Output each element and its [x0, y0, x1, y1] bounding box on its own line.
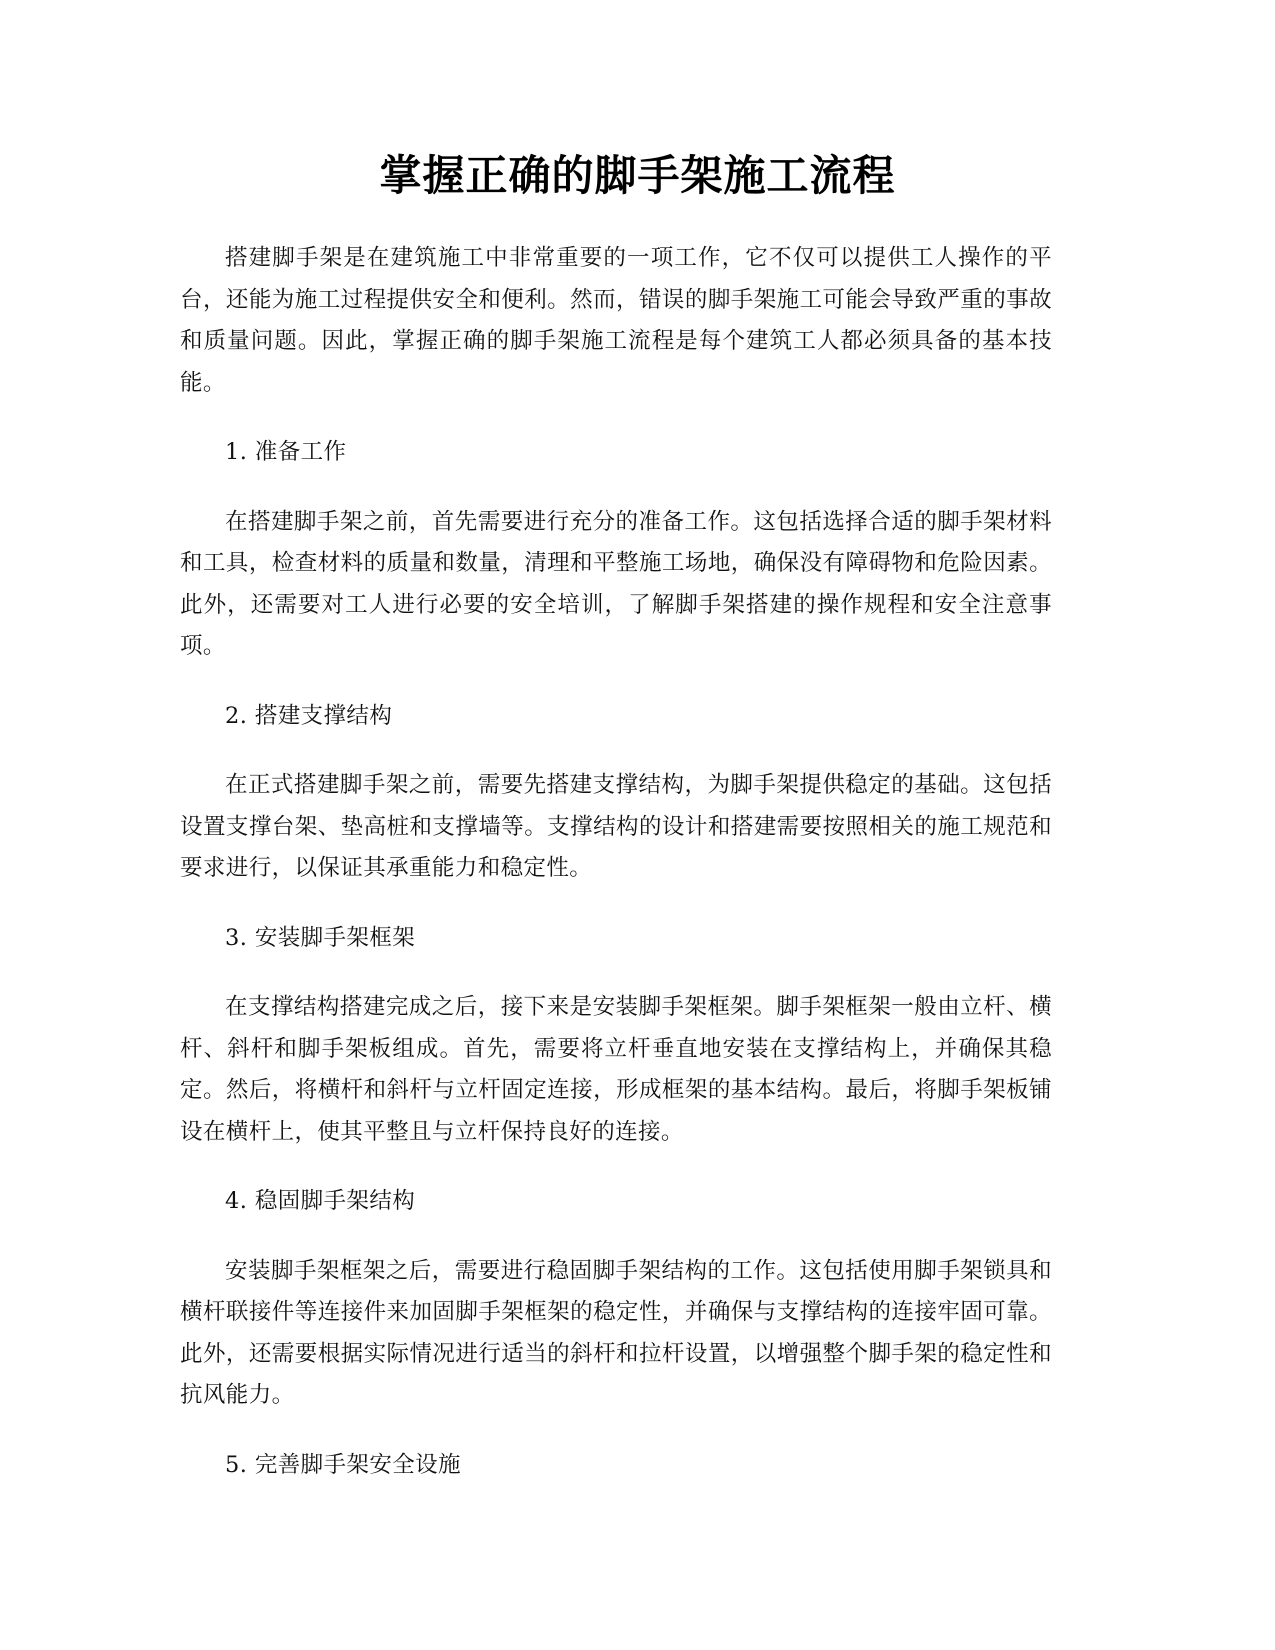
document-title: 掌握正确的脚手架施工流程 [379, 151, 896, 200]
document-body [180, 238, 1052, 1514]
section-heading-2: 2. 搭建支撑结构 [225, 702, 393, 729]
section-heading-5: 5. 完善脚手架安全设施 [225, 1451, 461, 1478]
section-heading-4: 4. 稳固脚手架结构 [225, 1188, 416, 1214]
intro-paragraph: 搭建脚手架是在建筑施工中非常重要的一项工作，它不仅可以提供工人操作的平台，还能为施工过程提供安全和便利。然而，错误的脚手架施工可能会导致严重的事故和质量问题。因此，掌握正确的脚手架施工流程是每个建筑工人都必须具备的基本技能。 [180, 245, 1052, 396]
section-body-3: 在支撑结构搭建完成之后，接下来是安装脚手架框架。脚手架框架一般由立杆、横杆、斜杆和脚手架板组成。首先，需要将立杆垂直地安装在支撑结构上，并确保其稳定。然后，将横杆和斜杆与立杆固定连接，形成框架的基本结构。最后，将脚手架板铺设在横杆上，使其平整且与立杆保持良好的连接。 [180, 994, 1052, 1145]
section-heading-3: 3. 安装脚手架框架 [225, 924, 416, 951]
section-body-1: 在搭建脚手架之前，首先需要进行充分的准备工作。这包括选择合适的脚手架材料和工具，检查材料的质量和数量，清理和平整施工场地，确保没有障碍物和危险因素。此外，还需要对工人进行必要的安全培训，了解脚手架搭建的操作规程和安全注意事项。 [180, 508, 1052, 659]
section-body-4: 安装脚手架框架之后，需要进行稳固脚手架结构的工作。这包括使用脚手架锁具和横杆联接件等连接件来加固脚手架框架的稳定性，并确保与支撑结构的连接牢固可靠。此外，还需要根据实际情况进行适当的斜杆和拉杆设置，以增强整个脚手架的稳定性和抗风能力。 [180, 1257, 1052, 1408]
section-body-2: 在正式搭建脚手架之前，需要先搭建支撑结构，为脚手架提供稳定的基础。这包括设置支撑台架、垫高桩和支撑墙等。支撑结构的设计和搭建需要按照相关的施工规范和要求进行，以保证其承重能力和稳定性。 [180, 772, 1052, 881]
section-heading-1: 1. 准备工作 [225, 439, 347, 465]
